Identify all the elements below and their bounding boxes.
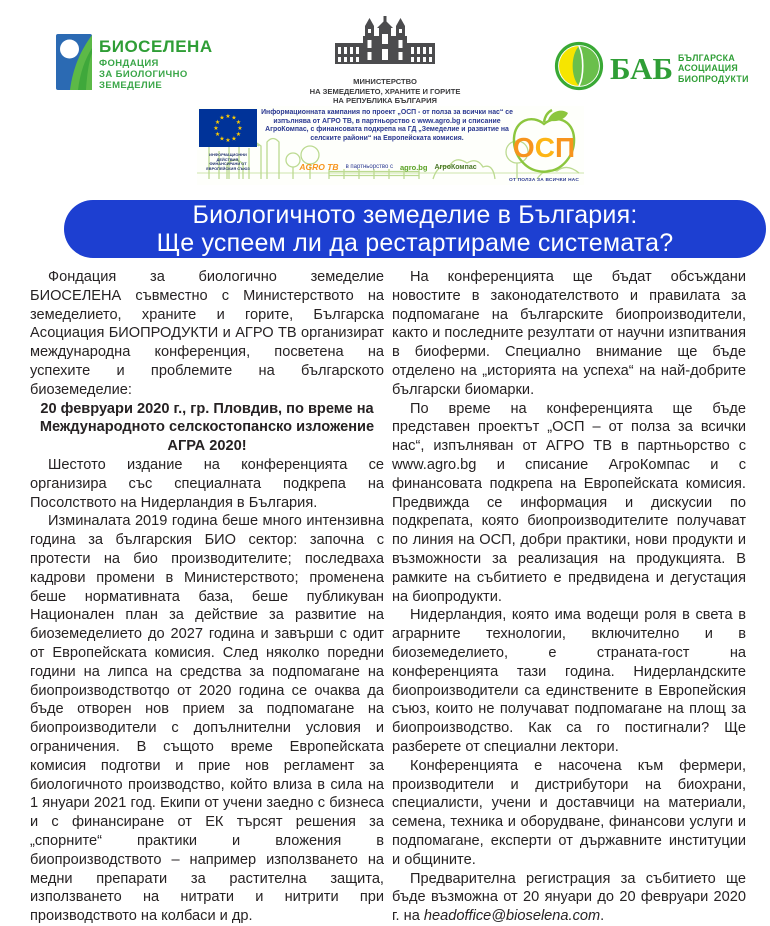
svg-text:★: ★ <box>219 135 225 143</box>
svg-text:★: ★ <box>214 131 221 138</box>
ministry-building-icon <box>332 57 438 74</box>
bioselena-sub-line: ЗА БИОЛОГИЧНО <box>99 69 188 80</box>
svg-text:★: ★ <box>235 119 242 126</box>
title-banner <box>64 200 766 258</box>
registration-suffix: . <box>600 908 605 925</box>
bab-leaf-icon <box>553 40 605 97</box>
svg-text:★: ★ <box>231 114 237 122</box>
paragraph-registration <box>392 870 746 926</box>
agrokompas-logo: АгроКомпас <box>434 163 477 171</box>
bioselena-name: БИОСЕЛЕНА <box>99 37 213 56</box>
bab-sub-line: БИОПРОДУКТИ <box>677 73 749 84</box>
svg-text:★: ★ <box>213 125 219 132</box>
registration-email: headoffice@bioselena.com <box>423 908 601 925</box>
paragraph-topics: На конференцията ще бъдат обсъждани новостите в законодателството и правилата за подпомагане на българските биопроизводители, както и последните резултати от научни изпитвания в биоферми. Специално внимание ще бъде отделено на „историята на успеха“ на най-добрите български биомарки. <box>392 269 746 398</box>
registration-text: Предварителна регистрация за събитието ще бъде възможна от 20 януари до 20 февруари 2020 г. на <box>392 870 746 925</box>
campaign-banner <box>197 106 584 185</box>
svg-text:★: ★ <box>225 137 231 144</box>
paragraph-2019-review: Изминалата 2019 година беше много интензивна година за българския БИО сектор: започна с протести на био производителите; последваха кадрови промени в Министерството; променена беше нормативната база, беше публикуван Национален план за действие за развитие на биоземеделието до 2027 година и завърши с одит от Европейската комисия. След няколко поредни години на липса на средства за подпомагане на биопроизводствотqо от 2020 година се очаква да бъде отворен нов прием за подпомагане на биопроизводители с допълнителни условия и ограничения. В същото време Европейската комисия подготви и прие нов регламент за биологичното производство, който влиза в сила на 1 януари 2021 год. Екипи от учени заедно с бизнеса и с финансиране от ЕК търсят решения за „спорните“ практики и вложения в биопроизводството – например използването на медни препарати за растителна защита, използването на нитрати и нитрити при производството на колбаси и др. <box>30 513 384 925</box>
title-line-2: Ще успеем ли да рестартираме системата? <box>156 228 674 257</box>
eu-flag-caption: ФИНАНСИРАНИ ОТ ЕВРОПЕЙСКИЯ СЪЮЗ <box>206 161 250 171</box>
paragraph-support: Шестото издание на конференцията се организира със специалната подкрепа на Посолството на Нидерландия в България. <box>30 456 384 511</box>
bioselena-logo <box>56 34 213 95</box>
ministry-line: МИНИСТЕРСТВО <box>353 77 417 86</box>
paragraph-osp-project: По време на конференцията ще бъде представен проектът „ОСП – от полза за всички нас“, изпълняван от АГРО ТВ в партньорство с www.agro.bg и списание АгроКомпас и с финансовата подкрепа на Европейската комисия. Предвижда се информация и дискусии по подкрепата, която биопроизводителите получават по линия на ОСП, добри практики, нови продукти и възможности за реализация на продукцията. В рамките на събитието е предвидена и дегустация на биопродукти. <box>392 400 746 605</box>
body-columns <box>30 268 746 926</box>
ministry-line: НА РЕПУБЛИКА БЪЛГАРИЯ <box>332 96 438 105</box>
event-date-highlight: 20 февруари 2020 г., гр. Пловдив, по време на Международното селскостопанско изложение АГРА 2020! <box>39 400 375 455</box>
svg-text:★: ★ <box>231 135 237 143</box>
svg-text:★: ★ <box>219 114 225 122</box>
bioselena-sub-line: ЗЕМЕДЕЛИЕ <box>99 80 163 91</box>
ministry-logo <box>295 16 475 106</box>
paragraph-audience: Конференцията е насочена към фермери, производители и дистрибутори на биохрани, специалисти, учени и доставчици на материали, семена, техника и оборудване, финансови услуги и подпомагане, експерти от държавните институции и общините. <box>392 757 746 868</box>
campaign-info-text: Информационната кампания по проект „ОСП - от полза за всички нас“ се изпълнява от АГРО ТВ, в партньорство с www.agro.bg и списание АгроКомпас, с финансовата подкрепа на ГД „Земеделие и развитие на селските райони“ на Европейската комисия. <box>261 109 513 142</box>
ministry-line: НА ЗЕМЕДЕЛИЕТО, ХРАНИТЕ И ГОРИТЕ <box>309 86 461 96</box>
osp-apple-icon <box>504 107 584 177</box>
partnership-label: в партньорство с <box>345 164 393 170</box>
bioselena-logo-icon <box>56 34 92 95</box>
svg-text:★: ★ <box>214 119 221 126</box>
title-line-1: Биологичното земеделие в България: <box>192 200 638 229</box>
bioselena-sub-line: ФОНДАЦИЯ <box>99 58 159 69</box>
bab-sub-line: АСОЦИАЦИЯ <box>677 63 738 74</box>
left-column <box>30 268 384 926</box>
eu-flag-icon <box>199 109 257 147</box>
bab-sub-line: БЪЛГАРСКА <box>677 52 735 63</box>
eu-flag-caption: ИНФОРМАЦИОННИ ДЕЙСТВИЯ, <box>209 152 247 162</box>
bab-logo <box>553 40 749 97</box>
svg-text:★: ★ <box>237 125 243 132</box>
paragraph-intro: Фондация за биологично земеделие БИОСЕЛЕНА съвместно с Министерството на земеделието, храните и горите, Българска Асоциация БИОПРОДУКТИ и АГРО ТВ организират международна конференция, посветена на успехите и проблемите на българското биоземеделие: <box>30 269 384 398</box>
agro-tv-logo: AGRO ТВ <box>299 162 339 172</box>
svg-text:ОСП: ОСП <box>512 132 576 163</box>
svg-text:★: ★ <box>225 113 231 120</box>
eu-flag <box>199 109 257 171</box>
campaign-partners-row <box>263 162 513 172</box>
svg-text:★: ★ <box>235 131 242 138</box>
osp-logo <box>504 107 584 183</box>
right-column <box>392 268 746 926</box>
osp-tagline: ОТ ПОЛЗА ЗА ВСИЧКИ НАС <box>509 178 579 183</box>
bab-abbr: БАБ <box>610 50 673 86</box>
agro-bg-logo: agro.bg <box>399 162 428 172</box>
paragraph-netherlands: Нидерландия, която има водещи роля в света в аграрните технологии, включително и в биоземеделието, е страната-гост на конференцията тази година. Нидерландските биопроизводители са единствените в Европейския съюз, които не получават подпомагане на площ за биопроизводство. Как са го постигнали? Ще разберете от специални лектори. <box>392 607 746 755</box>
